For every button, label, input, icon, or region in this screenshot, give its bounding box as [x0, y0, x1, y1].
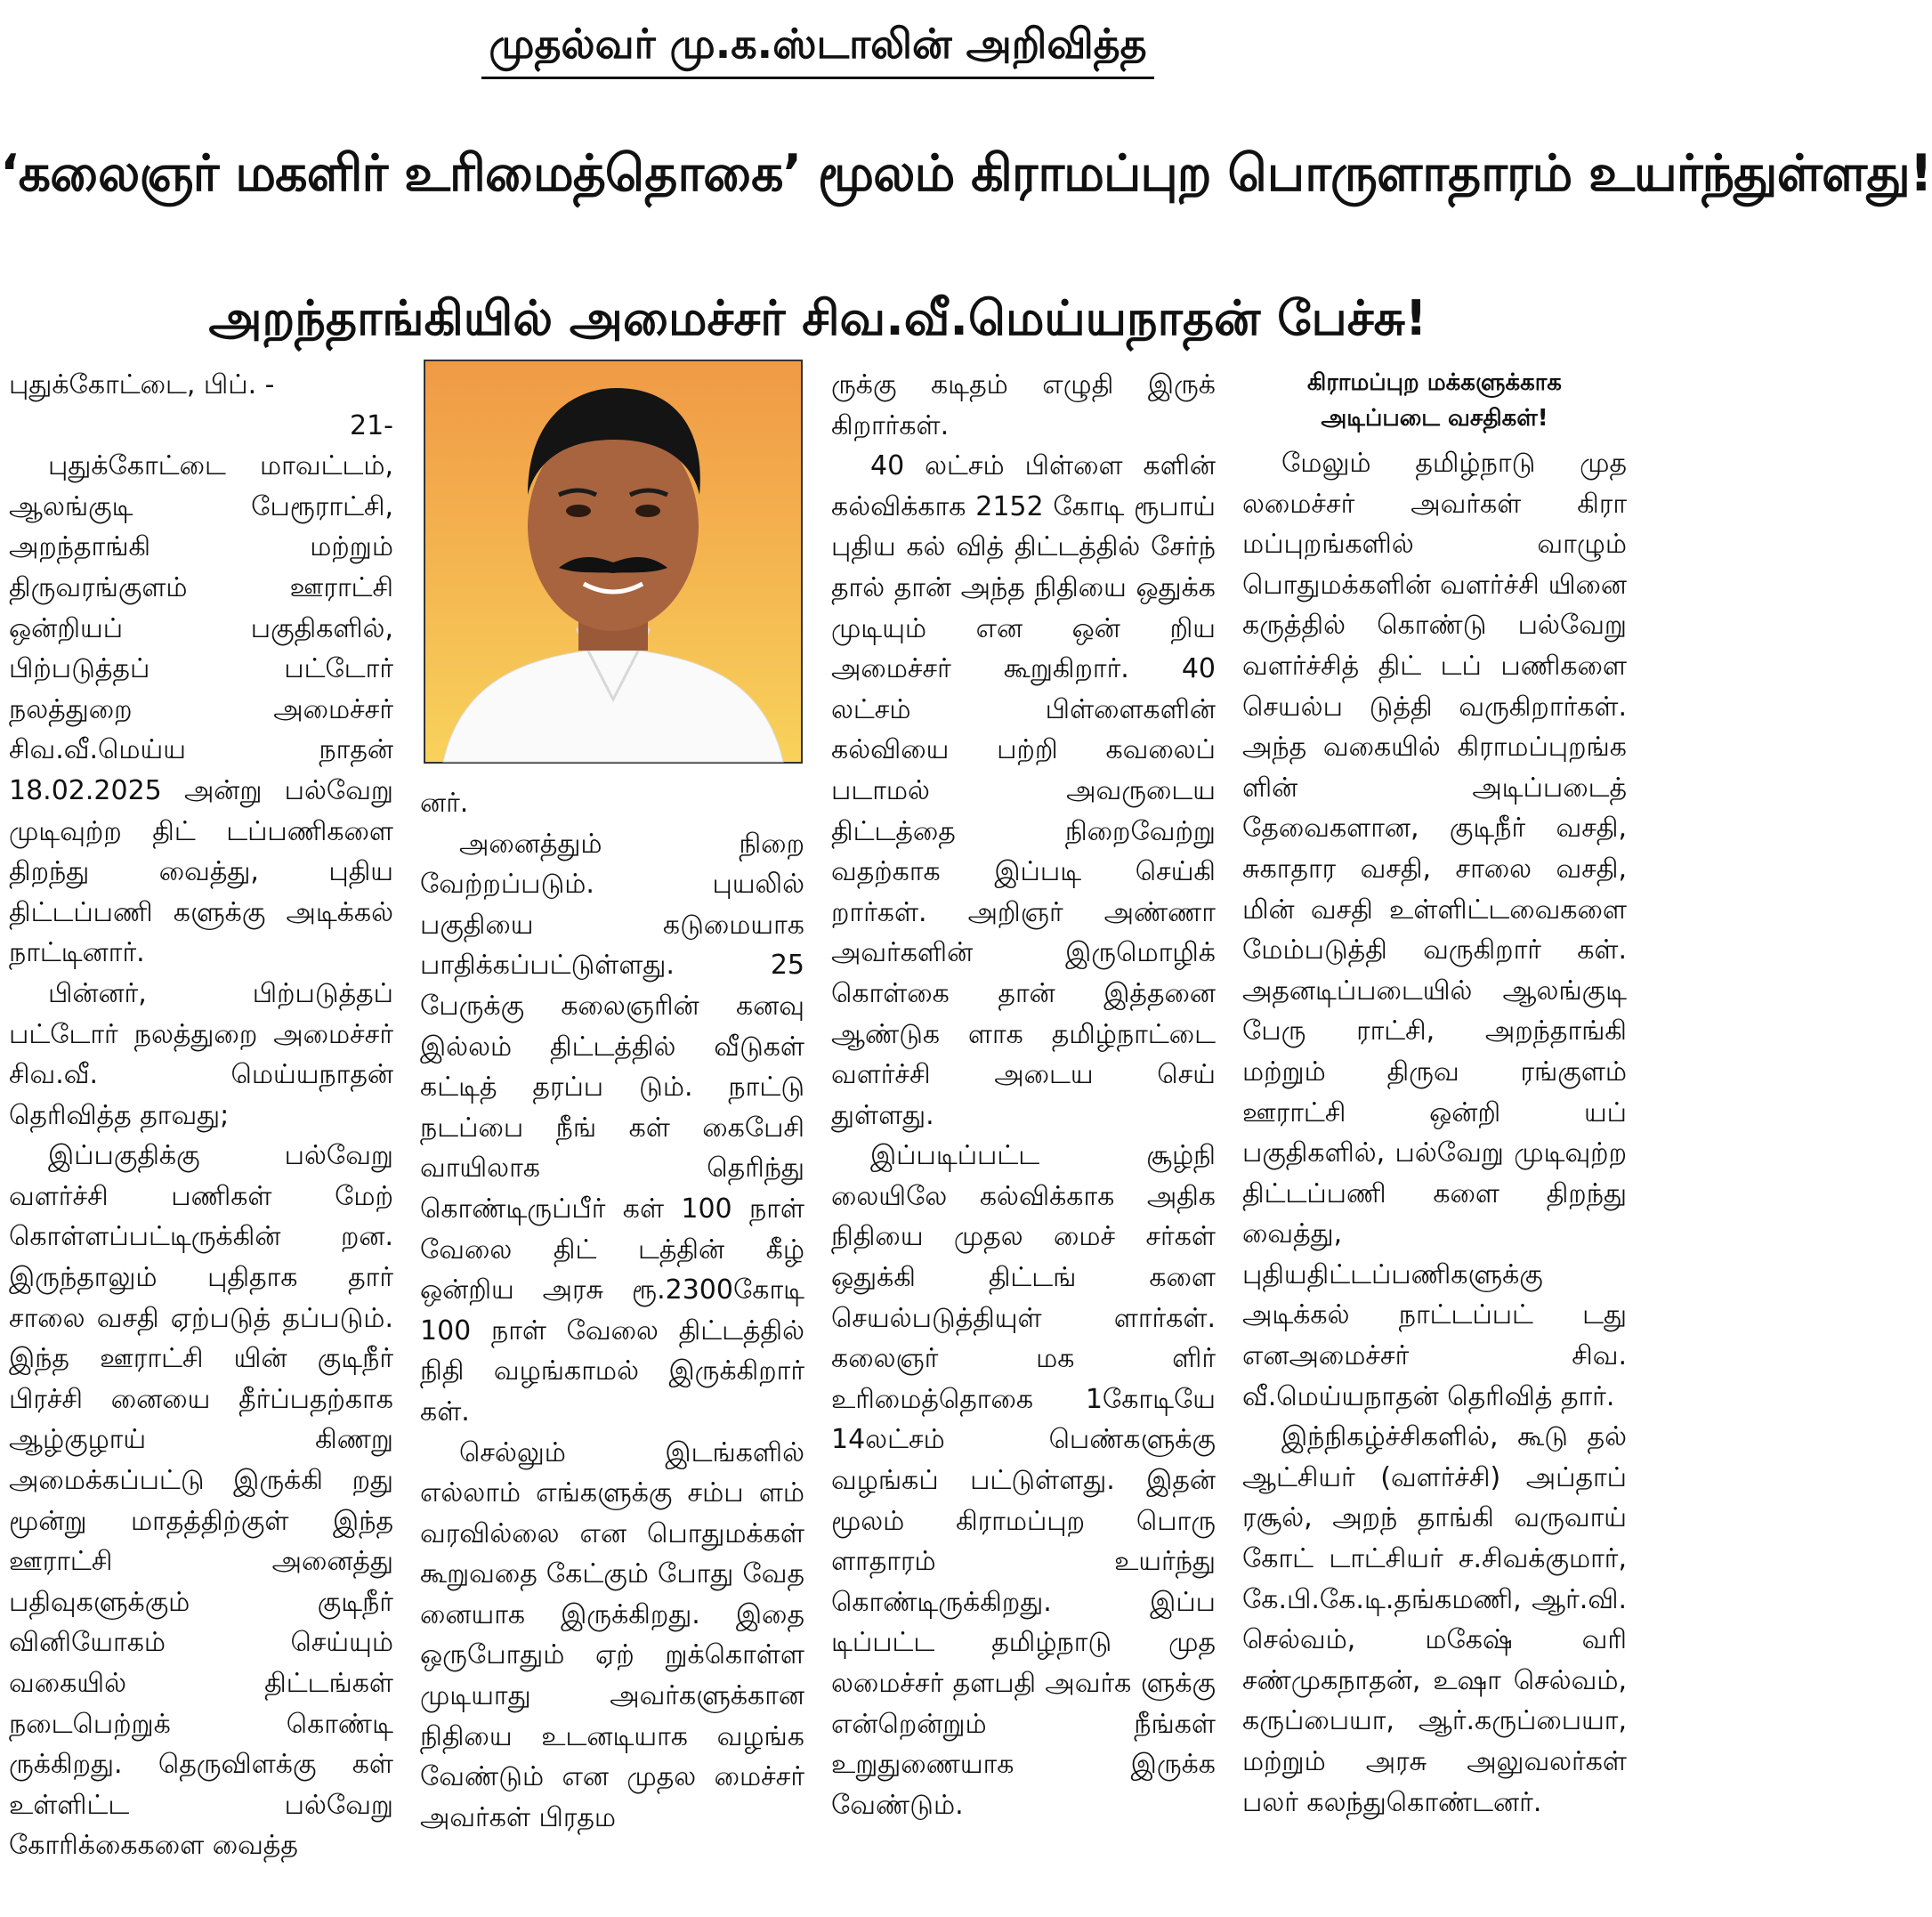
paragraph: அனைத்தும் நிறை வேற்றப்படும். புயலில் பகுதியை கடுமையாக பாதிக்கப்பட்டுள்ளது. 25 பேருக்கு கலைஞரின் கனவு இல்லம் திட்டத்தில் வீடுகள் கட்டித் தரப்ப டும். நாட்டு நடப்பை நீங் கள் கைபேசி வாயிலாக தெரிந்து கொண்டிருப்பீர் கள் 100 நாள் வேலை திட் டத்தின் கீழ் ஒன்றிய அரசு ரூ.2300கோடி 100 நாள் வேலை திட்டத்தில் நிதி வழங்காமல் இருக்கிறார் கள். — [420, 828, 804, 1428]
headline: ‘கலைஞர் மகளிர் உரிமைத்தொகை’ மூலம் கிராமப்புற பொருளாதாரம் உயர்ந்துள்ளது! — [0, 144, 1932, 203]
article-column-3 — [831, 365, 1216, 1825]
section-subheading-line-1: கிராமப்புற மக்களுக்காக — [1307, 369, 1562, 396]
subheadline: அறந்தாங்கியில் அமைச்சர் சிவ.வீ.மெய்யநாதன் பேச்சு! — [208, 290, 1427, 346]
dateline-day: 21- — [350, 409, 393, 441]
paragraph-continuation: ருக்கு கடிதம் எழுதி இருக் கிறார்கள். — [831, 369, 1216, 441]
article-column-4 — [1242, 365, 1627, 1823]
section-subheading-line-2: அடிப்படை வசதிகள்! — [1321, 405, 1548, 432]
kicker-wrapper — [0, 16, 1636, 79]
paragraph: இப்பகுதிக்கு பல்வேறு வளர்ச்சி பணிகள் மேற் கொள்ளப்பட்டிருக்கின் றன. இருந்தாலும் புதிதாக தார் சாலை வசதி ஏற்படுத் தப்படும். இந்த ஊராட்சி யின் குடிநீர் பிரச்சி னையை தீர்ப்பதற்காக ஆழ்குழாய் கிணறு அமைக்கப்பட்டு இருக்கி றது மூன்று மாதத்திற்குள் இந்த ஊராட்சி அனைத்து பதிவுகளுக்கும் குடிநீர் வினியோகம் செய்யும் வகையில் திட்டங்கள் நடைபெற்றுக் கொண்டி ருக்கிறது. தெருவிளக்கு கள் உள்ளிட்ட பல்வேறு கோரிக்கைகளை வைத்த — [9, 1140, 393, 1862]
kicker: முதல்வர் மு.க.ஸ்டாலின் அறிவித்த — [481, 16, 1153, 79]
dateline-place: புதுக்கோட்டை, பிப். - — [9, 369, 275, 400]
paragraph: இந்நிகழ்ச்சிகளில், கூடு தல் ஆட்சியர் (வளர்ச்சி) அப்தாப் ரசூல், அறந் தாங்கி வருவாய் கோட் டாட்சியர் ச.சிவக்குமார், கே.பி.கே.டி.தங்கமணி, ஆர்.வி. செல்வம், மகேஷ் வரி சண்முகநாதன், உஷா செல்வம், கருப்பையா, ஆர்.கருப்பையா, மற்றும் அரசு அலுவலர்கள் பலர் கலந்துகொண்டனர். — [1242, 1421, 1627, 1818]
paragraph-continuation: னர். — [420, 788, 469, 819]
minister-photo — [424, 360, 803, 764]
paragraph: பின்னர், பிற்படுத்தப் பட்டோர் நலத்துறை அமைச்சர் சிவ.வீ. மெய்யநாதன் தெரிவித்த தாவது; — [9, 977, 393, 1131]
portrait-illustration — [425, 361, 801, 762]
article-column-1 — [9, 365, 393, 1866]
paragraph: 40 லட்சம் பிள்ளை களின் கல்விக்காக 2152 கோடி ரூபாய் புதிய கல் வித் திட்டத்தில் சேர்ந் தால் தான் அந்த நிதியை ஒதுக்க முடியும் என ஒன் றிய அமைச்சர் கூறுகிறார். 40 லட்சம் பிள்ளைகளின் கல்வியை பற்றி கவலைப் படாமல் அவருடைய திட்டத்தை நிறைவேற்று வதற்காக இப்படி செய்கி றார்கள். அறிஞர் அண்ணா அவர்களின் இருமொழிக் கொள்கை தான் இத்தனை ஆண்டுக ளாக தமிழ்நாட்டை வளர்ச்சி அடைய செய் துள்ளது. — [831, 450, 1216, 1131]
paragraph: மேலும் தமிழ்நாடு முத லமைச்சர் அவர்கள் கிரா மப்புறங்களில் வாழும் பொதுமக்களின் வளர்ச்சி யினை கருத்தில் கொண்டு பல்வேறு வளர்ச்சித் திட் டப் பணிகளை செயல்ப டுத்தி வருகிறார்கள். அந்த வகையில் கிராமப்புறங்க ளின் அடிப்படைத் தேவைகளான, குடிநீர் வசதி, சுகாதார வசதி, சாலை வசதி, மின் வசதி உள்ளிட்டவைகளை மேம்படுத்தி வருகிறார் கள். அதனடிப்படையில் ஆலங்குடி பேரு ராட்சி, அறந்தாங்கி மற்றும் திருவ ரங்குளம் ஊராட்சி ஒன்றி யப் பகுதிகளில், பல்வேறு முடிவுற்ற திட்டப்பணி களை திறந்து வைத்து, புதியதிட்டப்பணிகளுக்கு அடிக்கல் நாட்டப்பட் டது எனஅமைச்சர் சிவ. வீ.மெய்யநாதன் தெரிவித் தார். — [1242, 448, 1627, 1412]
paragraph: புதுக்கோட்டை மாவட்டம், ஆலங்குடி பேரூராட்சி, அறந்தாங்கி மற்றும் திருவரங்குளம் ஊராட்சி ஒன்றியப் பகுதிகளில், பிற்படுத்தப் பட்டோர் நலத்துறை அமைச்சர் சிவ.வீ.மெய்ய நாதன் 18.02.2025 அன்று பல்வேறு முடிவுற்ற திட் டப்பணிகளை திறந்து வைத்து, புதிய திட்டப்பணி களுக்கு அடிக்கல் நாட்டினார். — [9, 450, 393, 969]
paragraph: இப்படிப்பட்ட சூழ்நி லையிலே கல்விக்காக அதிக நிதியை முதல மைச் சர்கள் ஒதுக்கி திட்டங் களை செயல்படுத்தியுள் ளார்கள். கலைஞர் மக ளிர் உரிமைத்தொகை 1கோடியே 14லட்சம் பெண்களுக்கு வழங்கப் பட்டுள்ளது. இதன் மூலம் கிராமப்புற பொரு ளாதாரம் உயர்ந்து கொண்டிருக்கிறது. இப்ப டிப்பட்ட தமிழ்நாடு முத லமைச்சர் தளபதி அவர்க ளுக்கு என்றென்றும் நீங்கள் உறுதுணையாக இருக்க வேண்டும். — [831, 1140, 1216, 1821]
article-column-2 — [420, 783, 804, 1838]
paragraph: செல்லும் இடங்களில் எல்லாம் எங்களுக்கு சம்ப ளம் வரவில்லை என பொதுமக்கள் கூறுவதை கேட்கும் போது வேத னையாக இருக்கிறது. இதை ஒருபோதும் ஏற் றுக்கொள்ள முடியாது அவர்களுக்கான நிதியை உடனடியாக வழங்க வேண்டும் என முதல மைச்சர் அவர்கள் பிரதம — [420, 1436, 804, 1833]
section-subheading — [1242, 365, 1627, 436]
